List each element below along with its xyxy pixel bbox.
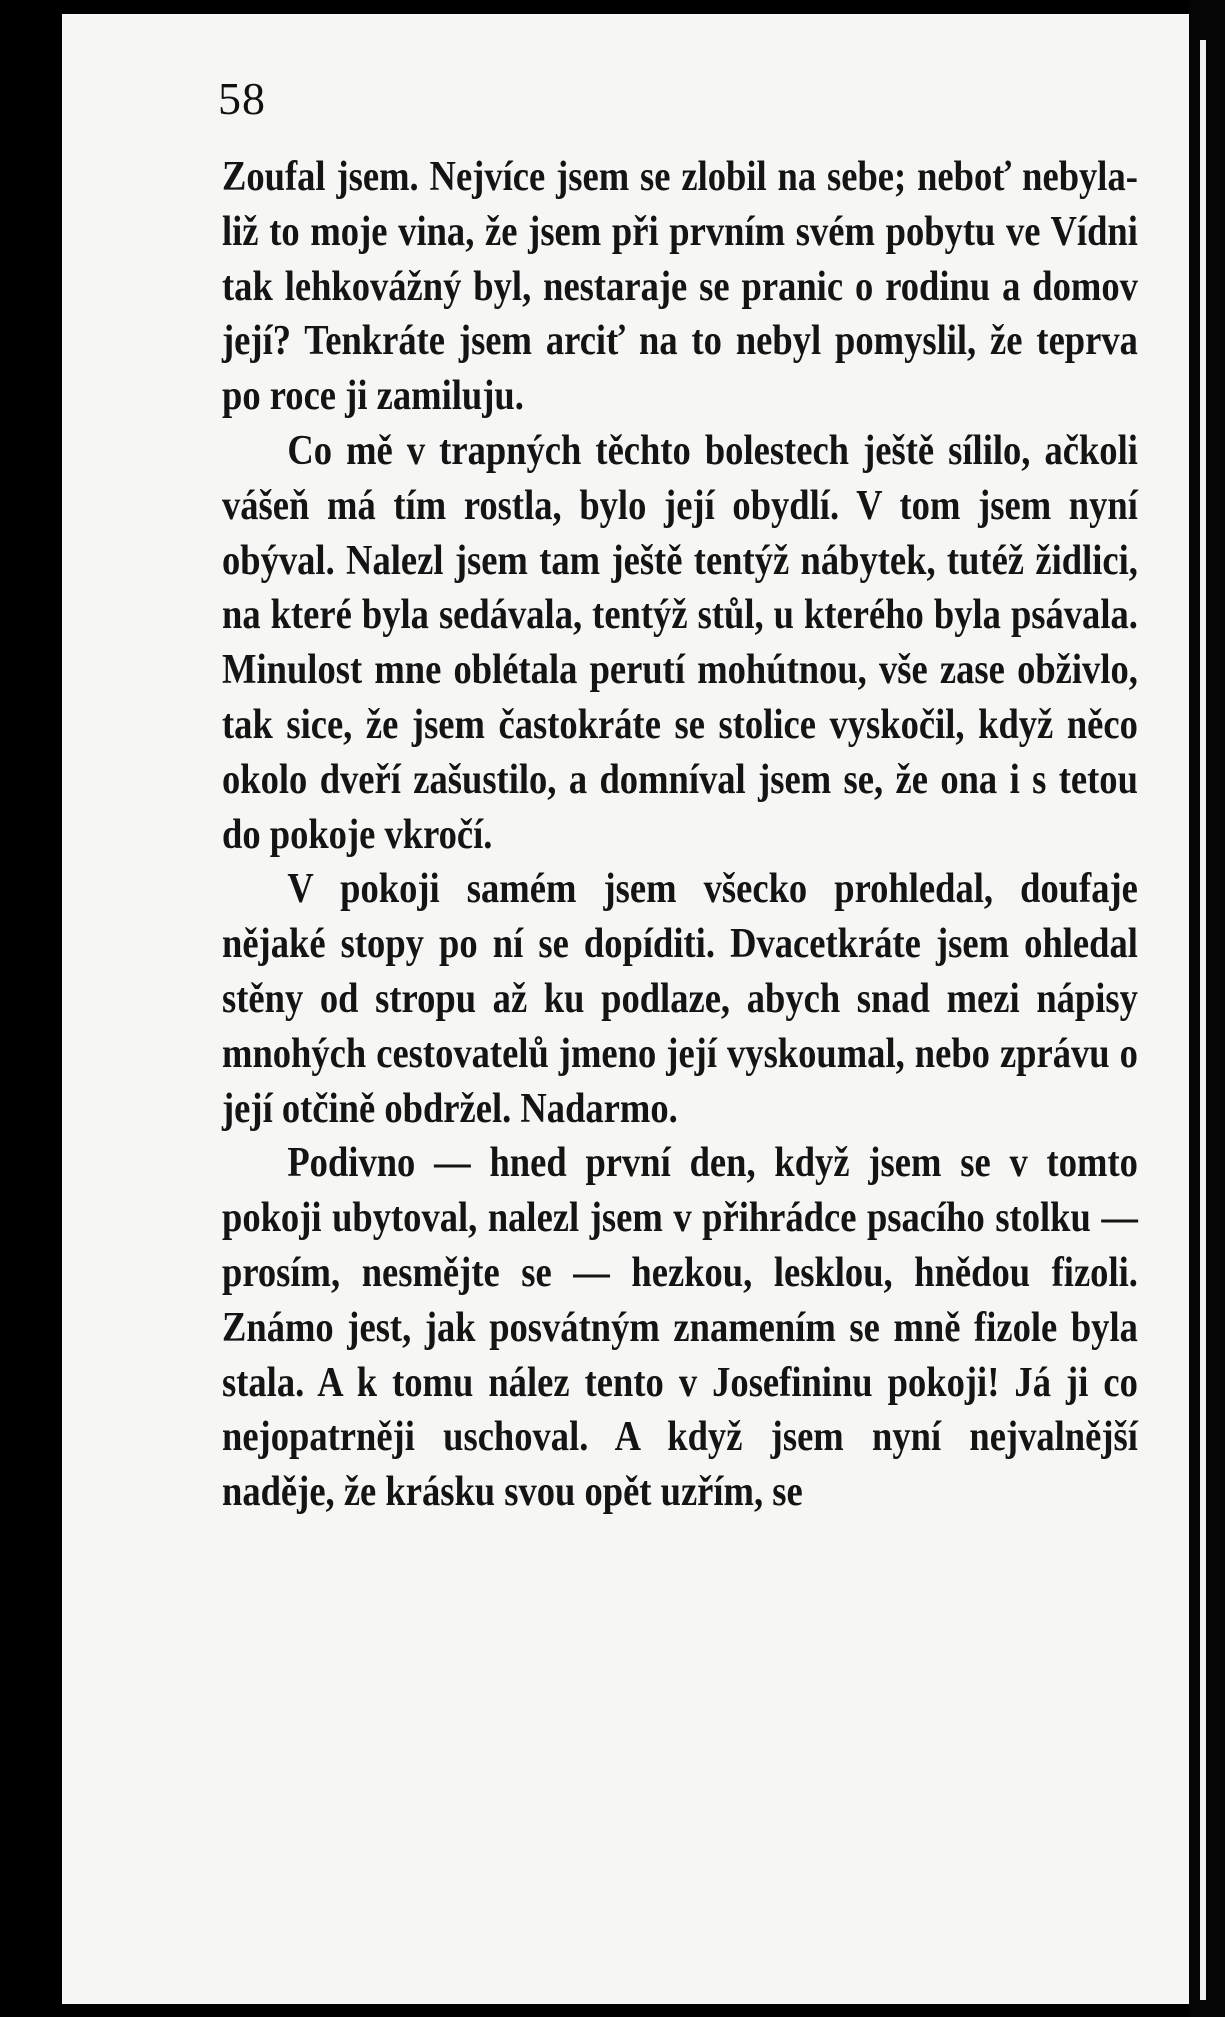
paragraph-1: Zoufal jsem. Nejvíce jsem se zlobil na sebe; neboť nebyla-liž to moje vina, že jsem při prvním svém pobytu ve Vídni tak lehkovážný byl, nestaraje se pranic o rodinu a domov její? Tenkráte jsem arciť na to nebyl pomyslil, že teprva po roce ji zamiluju. bbox=[222, 153, 1138, 420]
text-column bbox=[222, 150, 1138, 1520]
page-number: 58 bbox=[218, 73, 266, 124]
adjacent-page-edge bbox=[1200, 40, 1206, 2000]
paragraph-4: Podivno — hned první den, když jsem se v tomto pokoji ubytoval, nalezl jsem v přihrádce psacího stolku — prosím, nesmějte se — hezkou, lesklou, hnědou fizoli. Známo jest, jak posvátným znamením se mně fizole byla stala. A k tomu nález tento v Josefininu pokoji! Já ji co nejopatrněji uschoval. A když jsem nyní nejvalnější naděje, že krásku svou opět uzřím, se bbox=[222, 1139, 1138, 1516]
paragraph-2: Co mě v trapných těchto bolestech ještě sílilo, ačkoli vášeň má tím rostla, bylo její obydlí. V tom jsem nyní obýval. Nalezl jsem tam ještě tentýž nábytek, tutéž židlici, na které byla sedávala, tentýž stůl, u kterého byla psávala. Minulost mne oblétala perutí mohútnou, vše zase obživlo, tak sice, že jsem častokráte se stolice vyskočil, když něco okolo dveří zašustilo, a domníval jsem se, že ona i s tetou do pokoje vkročí. bbox=[222, 426, 1138, 858]
body-text bbox=[222, 150, 1138, 1520]
paragraph-3: V pokoji samém jsem všecko prohledal, doufaje nějaké stopy po ní se dopíditi. Dvacetkráte jsem ohledal stěny od stropu až ku podlaze, abych snad mezi nápisy mnohých cestovatelů jmeno její vyskoumal, nebo zprávu o její otčině obdržel. Nadarmo. bbox=[222, 865, 1138, 1132]
page-edge-shadow bbox=[1189, 0, 1225, 2017]
